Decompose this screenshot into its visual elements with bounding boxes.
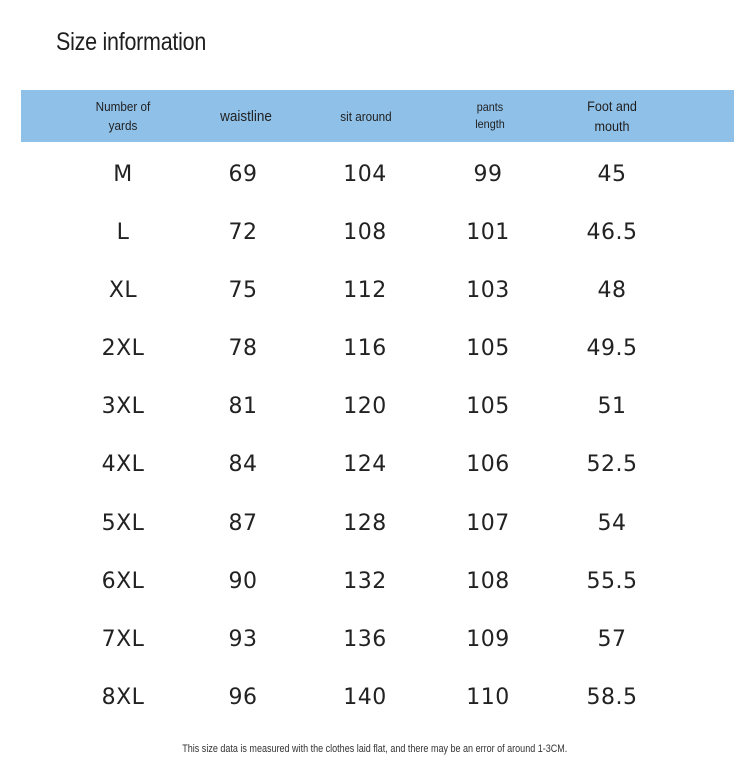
cell-size: XL bbox=[108, 277, 138, 303]
table-row bbox=[0, 444, 750, 484]
cell-size: 6XL bbox=[101, 568, 145, 594]
cell-sit-around: 140 bbox=[343, 684, 387, 710]
cell-size: 3XL bbox=[101, 393, 145, 419]
cell-size: L bbox=[116, 219, 130, 245]
cell-size: 8XL bbox=[101, 684, 145, 710]
cell-foot-mouth: 49.5 bbox=[586, 335, 638, 361]
table-row bbox=[0, 154, 750, 194]
header-pants-length-line-2: length bbox=[475, 117, 505, 131]
cell-sit-around: 108 bbox=[343, 219, 387, 245]
header-size-line-1: Number of bbox=[95, 99, 151, 114]
header-pants-length-line-1: pants bbox=[476, 100, 504, 114]
cell-pants-length: 103 bbox=[466, 277, 510, 303]
header-size-line-2: yards bbox=[108, 118, 138, 133]
cell-pants-length: 105 bbox=[466, 393, 510, 419]
header-foot-mouth bbox=[575, 90, 649, 142]
cell-waistline: 81 bbox=[228, 393, 258, 419]
cell-pants-length: 105 bbox=[466, 335, 510, 361]
table-row bbox=[0, 619, 750, 659]
cell-size: M bbox=[113, 161, 133, 187]
cell-waistline: 78 bbox=[228, 335, 258, 361]
cell-waistline: 75 bbox=[228, 277, 258, 303]
header-foot-mouth-line-1: Foot and bbox=[587, 98, 637, 114]
cell-waistline: 93 bbox=[228, 626, 258, 652]
table-row bbox=[0, 212, 750, 252]
cell-foot-mouth: 54 bbox=[597, 510, 627, 536]
cell-sit-around: 116 bbox=[343, 335, 387, 361]
cell-size: 4XL bbox=[101, 451, 145, 477]
cell-size: 7XL bbox=[101, 626, 145, 652]
header-sit-around: sit around bbox=[340, 108, 392, 124]
cell-sit-around: 124 bbox=[343, 451, 387, 477]
table-row bbox=[0, 561, 750, 601]
cell-sit-around: 104 bbox=[343, 161, 387, 187]
table-header bbox=[21, 90, 734, 142]
cell-pants-length: 107 bbox=[466, 510, 510, 536]
cell-waistline: 72 bbox=[228, 219, 258, 245]
cell-waistline: 84 bbox=[228, 451, 258, 477]
cell-sit-around: 132 bbox=[343, 568, 387, 594]
table-row bbox=[0, 386, 750, 426]
cell-foot-mouth: 45 bbox=[597, 161, 627, 187]
table-row bbox=[0, 270, 750, 310]
page-title: Size information bbox=[56, 28, 207, 56]
cell-waistline: 90 bbox=[228, 568, 258, 594]
cell-pants-length: 108 bbox=[466, 568, 510, 594]
cell-sit-around: 120 bbox=[343, 393, 387, 419]
cell-sit-around: 112 bbox=[343, 277, 387, 303]
footnote-text: This size data is measured with the clothes laid flat, and there may be an error of around 1-3CM. bbox=[182, 743, 568, 755]
cell-size: 5XL bbox=[101, 510, 145, 536]
header-size bbox=[87, 90, 159, 142]
cell-size: 2XL bbox=[101, 335, 145, 361]
cell-pants-length: 101 bbox=[466, 219, 510, 245]
cell-pants-length: 110 bbox=[466, 684, 510, 710]
cell-sit-around: 128 bbox=[343, 510, 387, 536]
cell-waistline: 87 bbox=[228, 510, 258, 536]
cell-foot-mouth: 57 bbox=[597, 626, 627, 652]
cell-foot-mouth: 48 bbox=[597, 277, 627, 303]
header-foot-mouth-line-2: mouth bbox=[594, 118, 630, 134]
cell-pants-length: 99 bbox=[473, 161, 503, 187]
header-pants-length bbox=[459, 90, 522, 142]
cell-foot-mouth: 46.5 bbox=[586, 219, 638, 245]
cell-foot-mouth: 52.5 bbox=[586, 451, 638, 477]
table-row bbox=[0, 677, 750, 717]
table-row bbox=[0, 328, 750, 368]
cell-foot-mouth: 55.5 bbox=[586, 568, 638, 594]
cell-waistline: 96 bbox=[228, 684, 258, 710]
cell-pants-length: 106 bbox=[466, 451, 510, 477]
cell-foot-mouth: 58.5 bbox=[586, 684, 638, 710]
table-row bbox=[0, 503, 750, 543]
cell-pants-length: 109 bbox=[466, 626, 510, 652]
header-waistline: waistline bbox=[220, 107, 272, 125]
cell-foot-mouth: 51 bbox=[597, 393, 627, 419]
cell-sit-around: 136 bbox=[343, 626, 387, 652]
cell-waistline: 69 bbox=[228, 161, 258, 187]
measurement-footnote bbox=[0, 743, 750, 755]
